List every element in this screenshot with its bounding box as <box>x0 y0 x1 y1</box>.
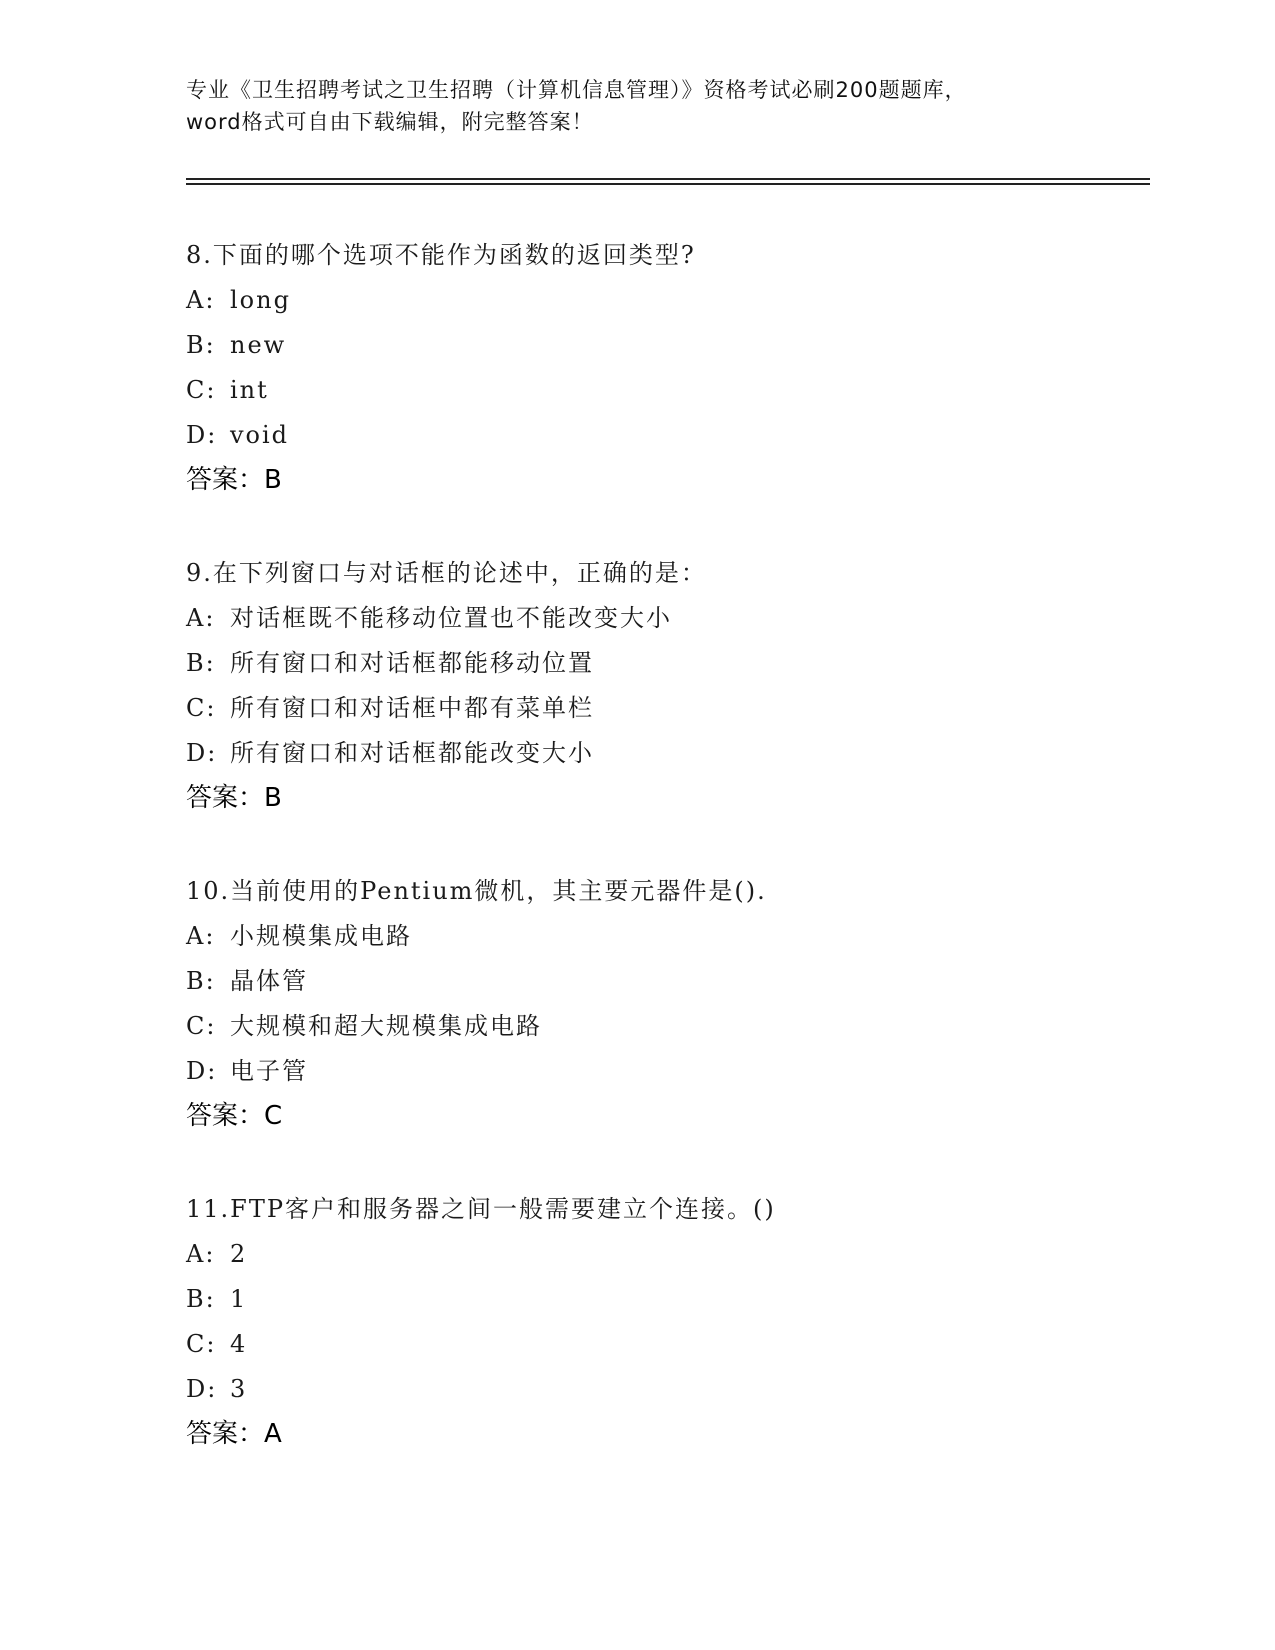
header-divider-top <box>186 178 1150 180</box>
option-key: A: <box>186 286 216 314</box>
option-text: void <box>230 421 290 449</box>
option-text: 1 <box>230 1285 248 1313</box>
header-line-2: word格式可自由下载编辑，附完整答案！ <box>186 110 594 134</box>
option-a <box>186 278 1146 323</box>
option-text: 4 <box>230 1330 248 1358</box>
answer-label: 答案：B <box>186 465 282 495</box>
option-c <box>186 1322 1146 1367</box>
option-d <box>186 1049 1146 1094</box>
option-key: A: <box>186 922 216 950</box>
option-c <box>186 686 1146 731</box>
option-a <box>186 1232 1146 1277</box>
answer-label: 答案：B <box>186 783 282 813</box>
option-text: 3 <box>230 1375 248 1403</box>
answer-label: 答案：A <box>186 1419 282 1449</box>
option-key: A: <box>186 604 216 632</box>
option-key: D: <box>186 1057 218 1085</box>
option-key: B: <box>186 967 216 995</box>
option-b <box>186 959 1146 1004</box>
option-key: C: <box>186 376 217 404</box>
question-title: 11.FTP客户和服务器之间一般需要建立个连接。() <box>186 1195 776 1223</box>
option-b <box>186 323 1146 368</box>
option-key: C: <box>186 1330 217 1358</box>
question-9 <box>186 551 1146 821</box>
option-text: long <box>230 286 291 314</box>
option-a <box>186 596 1146 641</box>
option-text: 小规模集成电路 <box>230 922 412 950</box>
option-text: 2 <box>230 1240 248 1268</box>
question-title: 8.下面的哪个选项不能作为函数的返回类型? <box>186 241 696 269</box>
option-c <box>186 368 1146 413</box>
option-key: C: <box>186 694 217 722</box>
option-b <box>186 641 1146 686</box>
option-key: D: <box>186 421 218 449</box>
header-divider-bottom <box>186 183 1150 185</box>
option-text: 大规模和超大规模集成电路 <box>230 1012 542 1040</box>
question-title: 10.当前使用的Pentium微机，其主要元器件是(). <box>186 877 767 905</box>
option-text: new <box>230 331 287 359</box>
option-d <box>186 413 1146 458</box>
option-text: 所有窗口和对话框中都有菜单栏 <box>230 694 594 722</box>
option-text: 对话框既不能移动位置也不能改变大小 <box>230 604 672 632</box>
option-a <box>186 914 1146 959</box>
option-text: 晶体管 <box>230 967 308 995</box>
question-8 <box>186 233 1146 503</box>
option-key: A: <box>186 1240 216 1268</box>
option-key: C: <box>186 1012 217 1040</box>
option-text: int <box>230 376 269 404</box>
option-d <box>186 1367 1146 1412</box>
option-text: 所有窗口和对话框都能改变大小 <box>230 739 594 767</box>
header-line-1: 专业《卫生招聘考试之卫生招聘（计算机信息管理）》资格考试必刷200题题库， <box>186 78 967 102</box>
option-d <box>186 731 1146 776</box>
question-title: 9.在下列窗口与对话框的论述中，正确的是： <box>186 559 707 587</box>
option-c <box>186 1004 1146 1049</box>
document-header <box>186 74 1086 138</box>
option-key: D: <box>186 1375 218 1403</box>
question-11 <box>186 1187 1146 1457</box>
answer-label: 答案：C <box>186 1101 283 1131</box>
option-b <box>186 1277 1146 1322</box>
question-10 <box>186 869 1146 1139</box>
option-key: B: <box>186 649 216 677</box>
option-key: D: <box>186 739 218 767</box>
option-text: 电子管 <box>230 1057 308 1085</box>
option-key: B: <box>186 1285 216 1313</box>
option-key: B: <box>186 331 216 359</box>
option-text: 所有窗口和对话框都能移动位置 <box>230 649 594 677</box>
